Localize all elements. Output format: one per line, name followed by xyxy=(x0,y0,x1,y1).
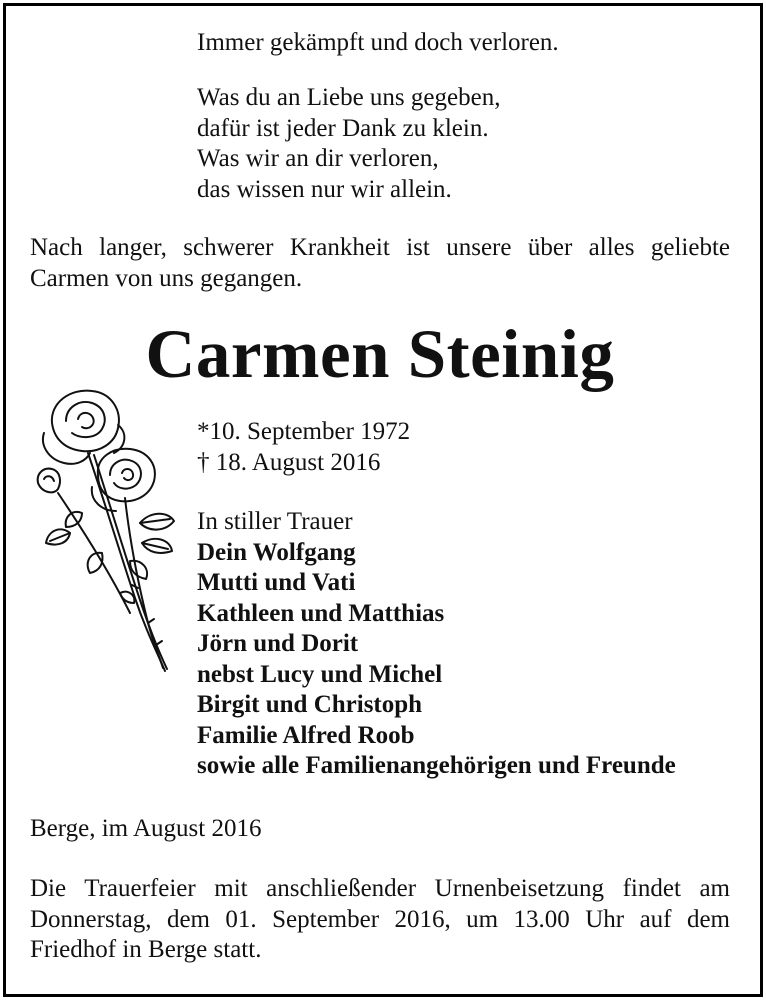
funeral-notice xyxy=(30,874,730,966)
poem-line: dafür ist jeder Dank zu klein. xyxy=(197,114,489,142)
mourner-name: Dein Wolfgang xyxy=(197,538,356,566)
notice-line: Friedhof in Berge statt. xyxy=(30,936,262,963)
notice-line: Die Trauerfeier mit anschließender Urnenbeisetzung findet am xyxy=(30,875,730,902)
birth-date: *10. September 1972 xyxy=(197,418,411,445)
poem-line: Was du an Liebe uns gegeben, xyxy=(197,84,501,111)
intro-text xyxy=(30,233,730,294)
poem-first-line xyxy=(197,28,559,59)
poem-line: das wissen nur wir allein. xyxy=(197,175,452,203)
mourner-name: Birgit und Christoph xyxy=(197,691,423,718)
mourner-name: sowie alle Familienangehörigen und Freunde xyxy=(197,752,676,779)
poem-line: Was wir an dir verloren, xyxy=(197,145,439,172)
dates-block xyxy=(197,417,410,478)
mourner-name: Mutti und Vati xyxy=(197,569,356,596)
mourner-name: Familie Alfred Roob xyxy=(197,721,415,749)
intro-line: Carmen von uns gegangen. xyxy=(30,264,303,292)
rose-illustration xyxy=(30,383,180,678)
mourner-name: nebst Lucy und Michel xyxy=(197,660,443,688)
death-date: † 18. August 2016 xyxy=(197,448,381,476)
poem-line: Immer gekämpft und doch verloren. xyxy=(197,29,559,56)
mourner-name: Jörn und Dorit xyxy=(197,630,359,657)
deceased-name: Carmen Steinig xyxy=(145,316,615,392)
mourner-name: Kathleen und Matthias xyxy=(197,599,445,627)
mourners-block xyxy=(197,507,676,782)
intro-line: Nach langer, schwerer Krankheit ist unsere über alles geliebte xyxy=(30,234,730,261)
place-date: Berge, im August 2016 xyxy=(30,815,262,842)
poem-stanza xyxy=(197,83,500,205)
notice-line: Donnerstag, dem 01. September 2016, um 13.00 Uhr auf dem xyxy=(30,905,730,933)
mourning-intro: In stiller Trauer xyxy=(197,508,353,535)
